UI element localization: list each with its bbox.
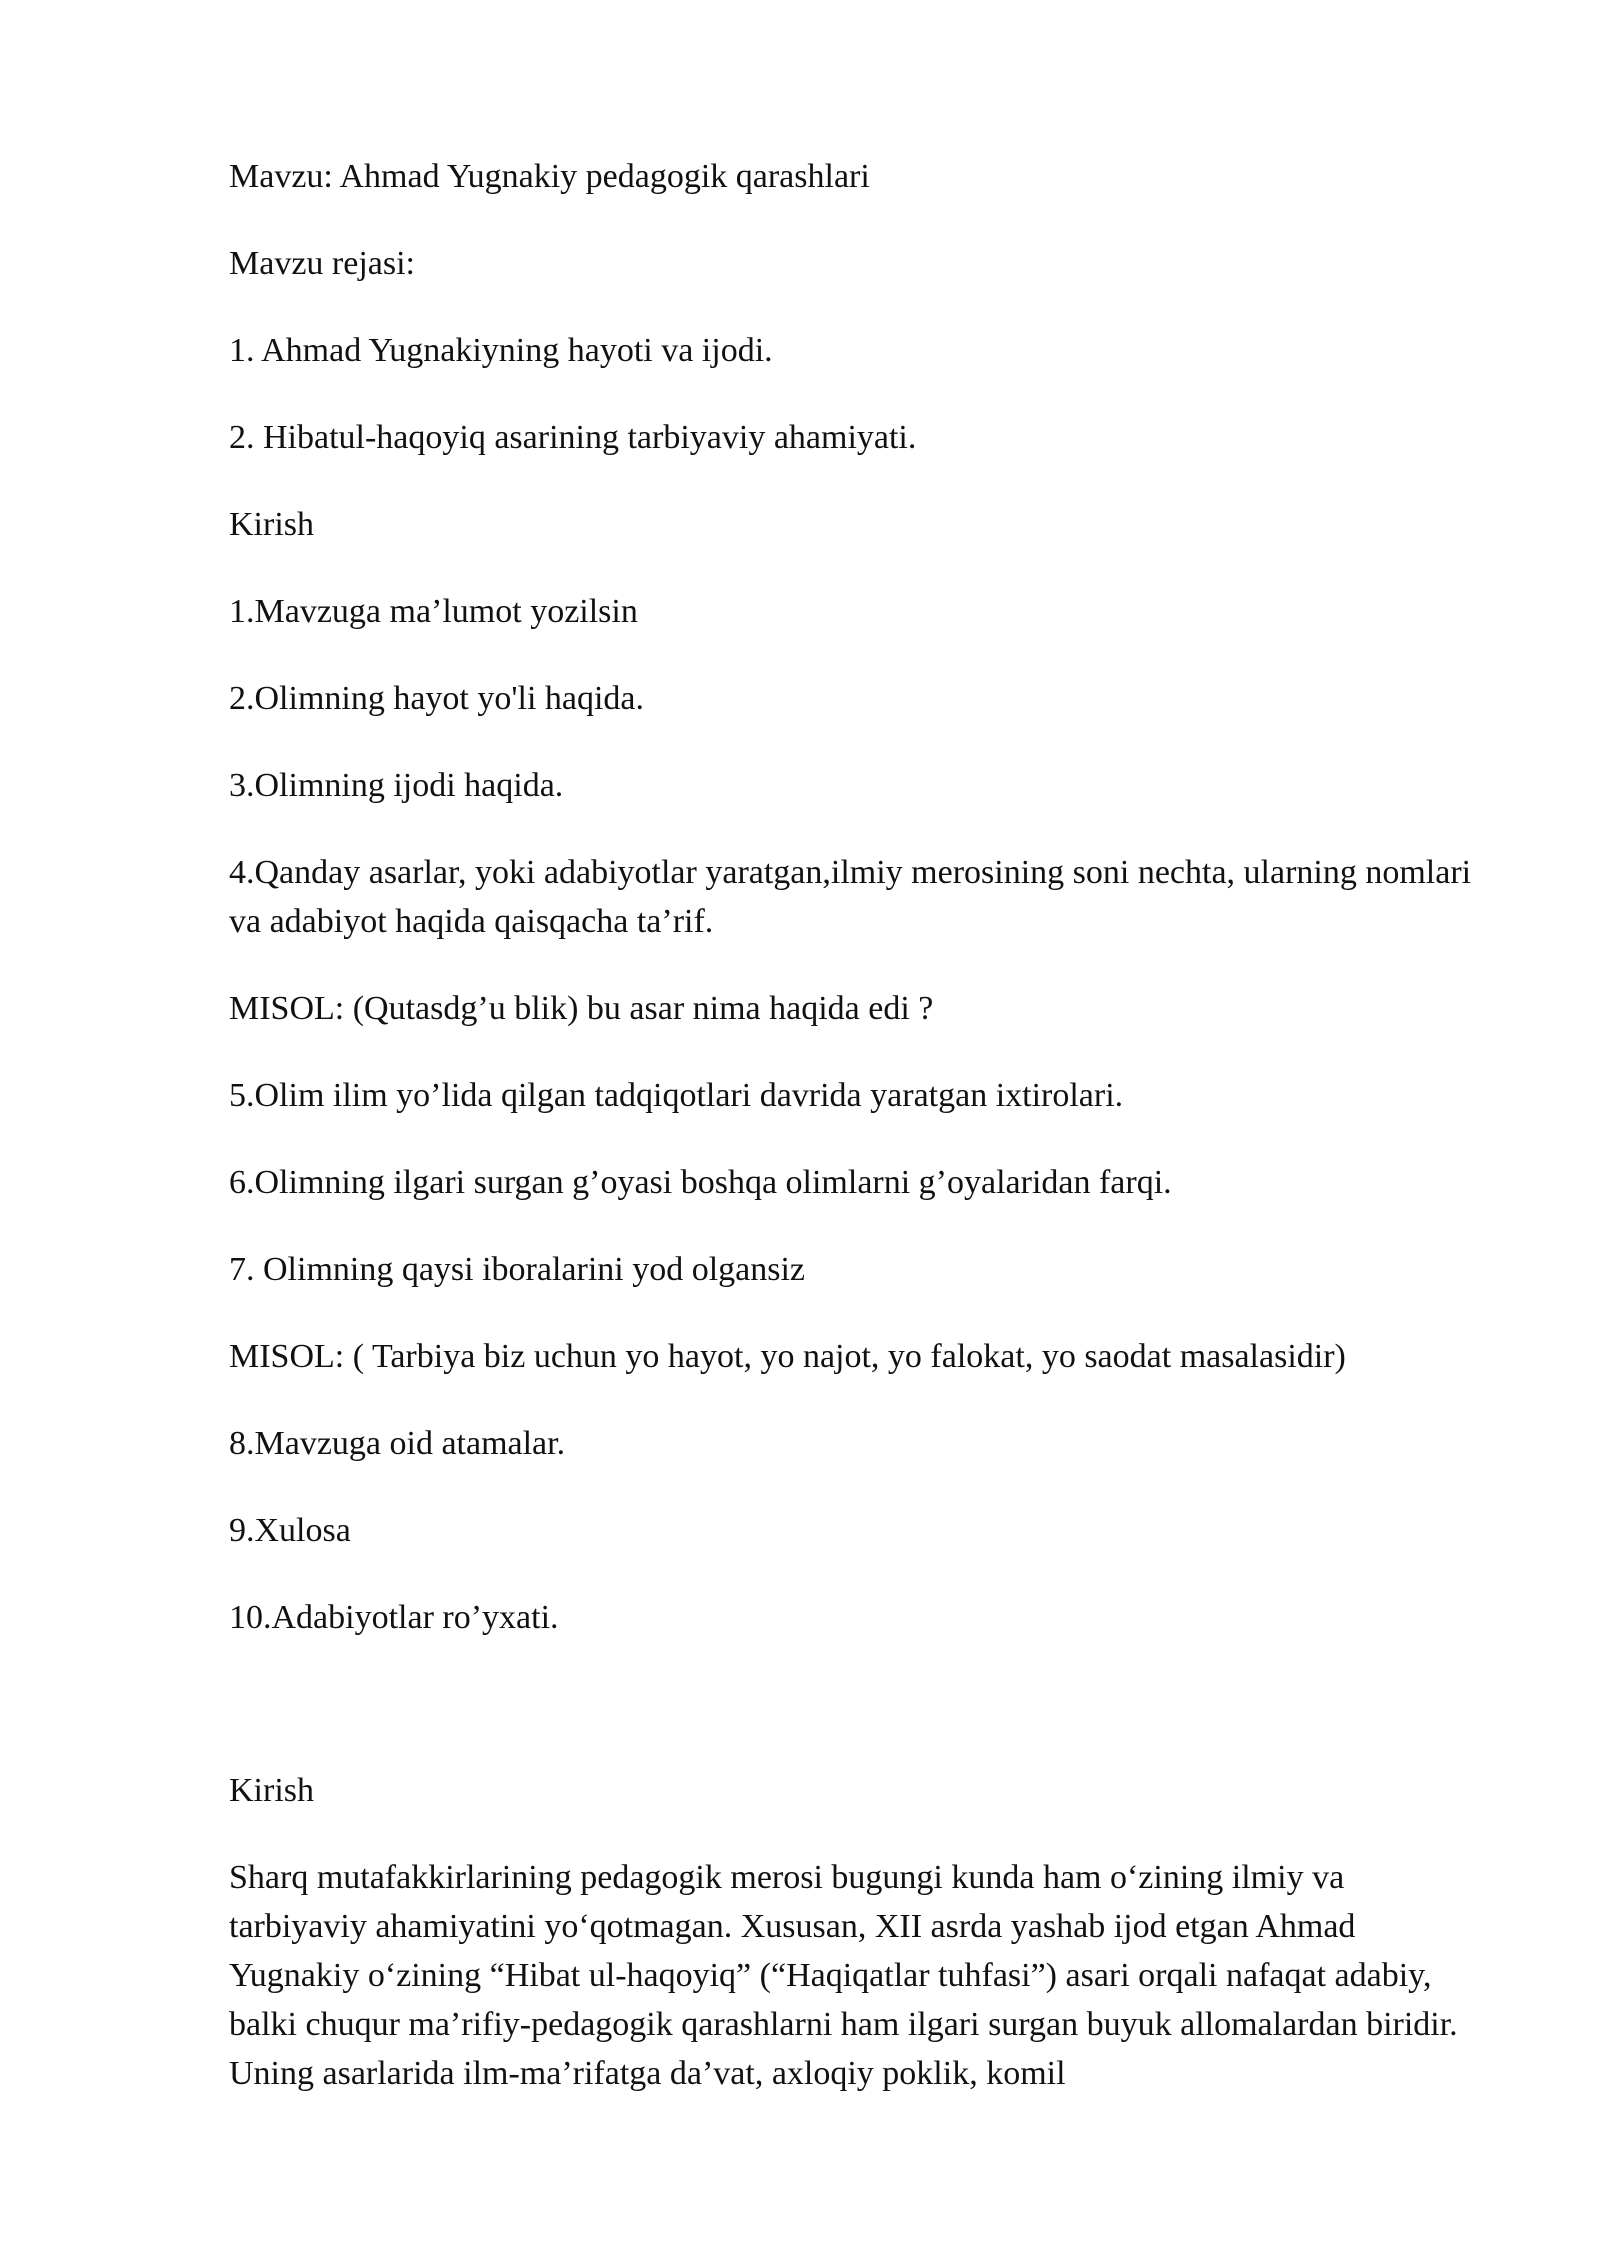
example-line: MISOL: ( Tarbiya biz uchun yo hayot, yo najot, yo falokat, yo saodat masalasidir) [229, 1338, 1346, 1375]
document-page [229, 152, 1489, 2098]
guide-item: 10.Adabiyotlar ro’yxati. [229, 1599, 559, 1636]
intro-heading: Kirish [229, 506, 314, 543]
guide-item: 9.Xulosa [229, 1512, 351, 1549]
intro-paragraph: Sharq mutafakkirlarining pedagogik merosi bugungi kunda ham o‘zining ilmiy va tarbiyaviy ahamiyatini yo‘qotmagan. Xususan, XII asrda yashab ijod etgan Ahmad Yugnakiy o‘zining “Hibat ul-haqoyiq” (“Haqiqatlar tuhfasi”) asari orqali nafaqat adabiy, balki chuqur ma’rifiy-pedagogik qarashlarni ham ilgari surgan buyuk allomalardan biridir. Uning asarlarida ilm-ma’rifatga da’vat, axloqiy poklik, komil [229, 1859, 1458, 2092]
plan-heading: Mavzu rejasi: [229, 245, 415, 282]
guide-item: 3.Olimning ijodi haqida. [229, 767, 564, 804]
example-line: MISOL: (Qutasdg’u blik) bu asar nima haqida edi ? [229, 990, 934, 1027]
guide-item: 4.Qanday asarlar, yoki adabiyotlar yaratgan,ilmiy merosining soni nechta, ularning nomlari va adabiyot haqida qaisqacha ta’rif. [229, 854, 1472, 940]
guide-item: 2.Olimning hayot yo'li haqida. [229, 680, 645, 717]
guide-item: 6.Olimning ilgari surgan g’oyasi boshqa olimlarni g’oyalaridan farqi. [229, 1164, 1172, 1201]
document-title: Mavzu: Ahmad Yugnakiy pedagogik qarashlari [229, 158, 870, 195]
plan-item: 1. Ahmad Yugnakiyning hayoti va ijodi. [229, 332, 773, 369]
intro-heading: Kirish [229, 1772, 314, 1809]
guide-item: 1.Mavzuga ma’lumot yozilsin [229, 593, 638, 630]
guide-item: 5.Olim ilim yo’lida qilgan tadqiqotlari davrida yaratgan ixtirolari. [229, 1077, 1124, 1114]
section-spacer [229, 1680, 1489, 1766]
guide-item: 7. Olimning qaysi iboralarini yod olgansiz [229, 1251, 806, 1288]
plan-item: 2. Hibatul-haqoyiq asarining tarbiyaviy ahamiyati. [229, 419, 917, 456]
guide-item: 8.Mavzuga oid atamalar. [229, 1425, 566, 1462]
